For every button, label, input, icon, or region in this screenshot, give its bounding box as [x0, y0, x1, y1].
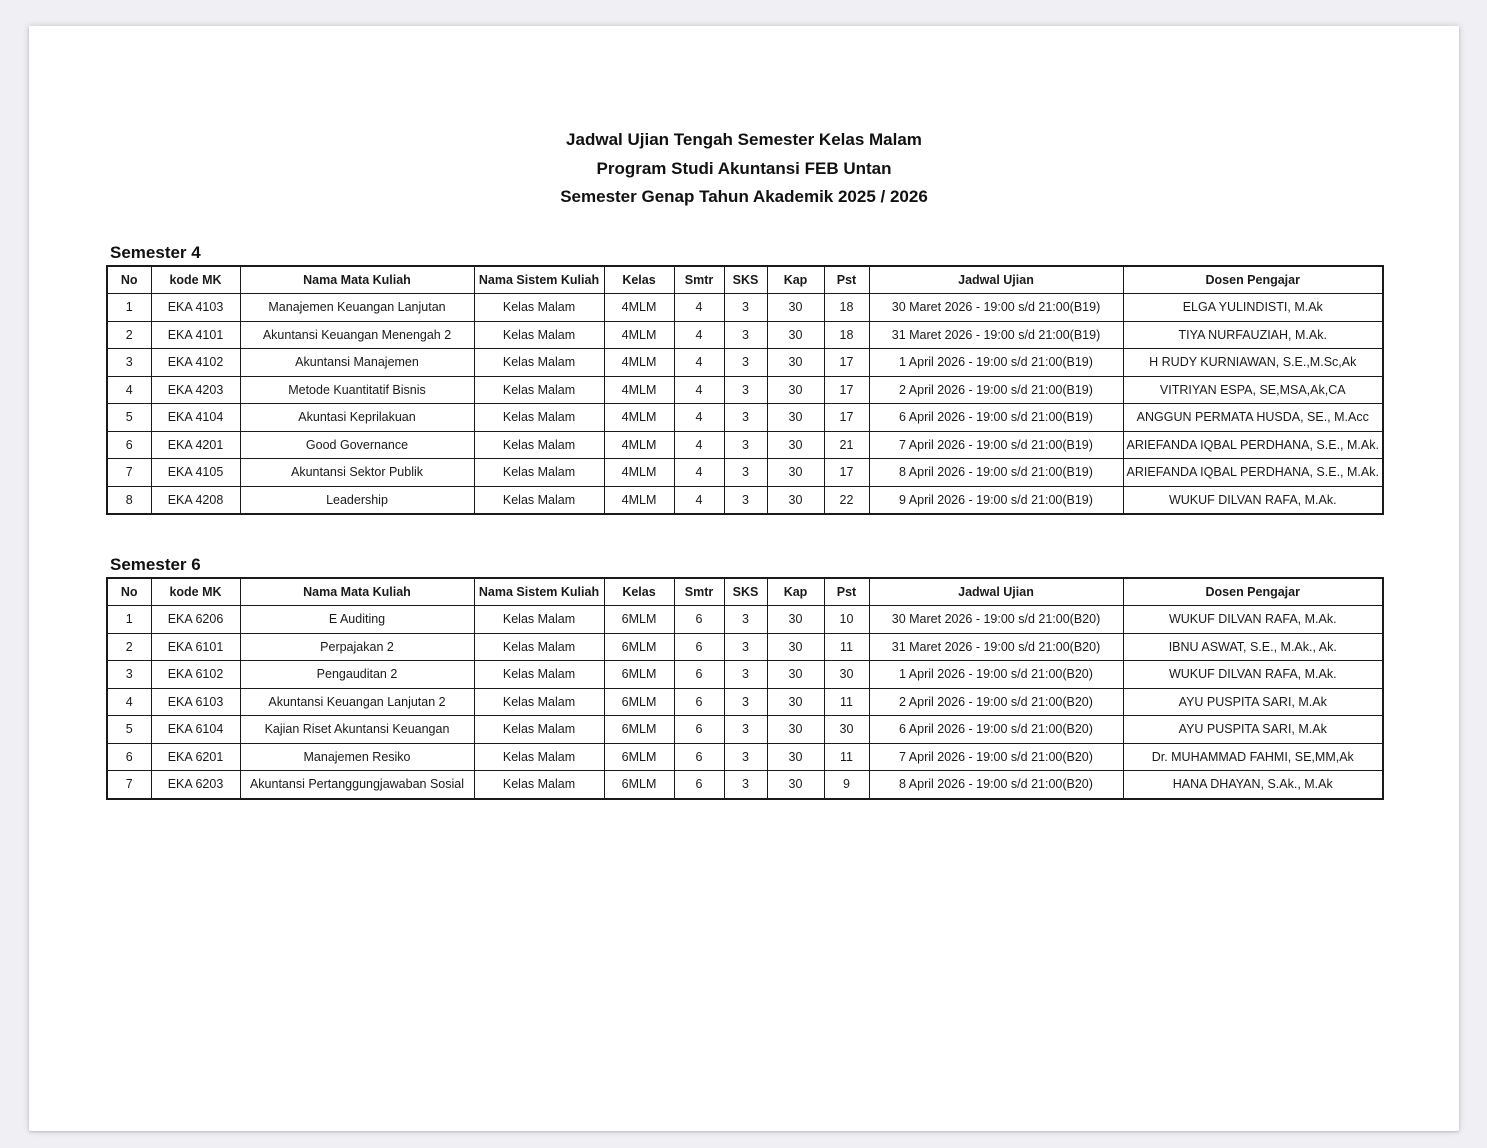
cell-no: 2: [107, 633, 151, 661]
column-header-nama-sistem-kuliah: Nama Sistem Kuliah: [474, 578, 604, 606]
cell-dosen-pengajar: AYU PUSPITA SARI, M.Ak: [1123, 716, 1383, 744]
cell-nama-sistem-kuliah: Kelas Malam: [474, 349, 604, 377]
cell-kode-mk: EKA 4203: [151, 376, 240, 404]
cell-nama-mata-kuliah: Kajian Riset Akuntansi Keuangan: [240, 716, 474, 744]
table-row: [107, 404, 1383, 432]
cell-dosen-pengajar: WUKUF DILVAN RAFA, M.Ak.: [1123, 486, 1383, 514]
cell-sks: 3: [724, 376, 767, 404]
cell-nama-mata-kuliah: Leadership: [240, 486, 474, 514]
cell-no: 2: [107, 321, 151, 349]
section-label: Semester 6: [110, 555, 201, 574]
cell-kap: 30: [767, 349, 824, 377]
cell-nama-mata-kuliah: Perpajakan 2: [240, 633, 474, 661]
cell-nama-sistem-kuliah: Kelas Malam: [474, 294, 604, 322]
cell-pst: 17: [824, 349, 869, 377]
cell-kap: 30: [767, 743, 824, 771]
cell-pst: 18: [824, 321, 869, 349]
cell-pst: 17: [824, 376, 869, 404]
cell-smtr: 6: [674, 771, 724, 799]
table-row: [107, 771, 1383, 799]
cell-jadwal-ujian: 2 April 2026 - 19:00 s/d 21:00(B19): [869, 376, 1123, 404]
cell-kap: 30: [767, 321, 824, 349]
cell-kode-mk: EKA 6102: [151, 661, 240, 689]
cell-nama-sistem-kuliah: Kelas Malam: [474, 376, 604, 404]
cell-dosen-pengajar: ANGGUN PERMATA HUSDA, SE., M.Acc: [1123, 404, 1383, 432]
cell-sks: 3: [724, 771, 767, 799]
cell-smtr: 4: [674, 404, 724, 432]
cell-nama-mata-kuliah: Akuntansi Keuangan Menengah 2: [240, 321, 474, 349]
cell-kode-mk: EKA 4104: [151, 404, 240, 432]
cell-kelas: 4MLM: [604, 376, 674, 404]
cell-dosen-pengajar: H RUDY KURNIAWAN, S.E.,M.Sc,Ak: [1123, 349, 1383, 377]
cell-smtr: 4: [674, 376, 724, 404]
cell-smtr: 6: [674, 716, 724, 744]
cell-no: 4: [107, 376, 151, 404]
cell-kelas: 4MLM: [604, 459, 674, 487]
header-row: [107, 266, 1383, 294]
cell-kelas: 6MLM: [604, 606, 674, 634]
cell-kode-mk: EKA 6101: [151, 633, 240, 661]
column-header-pst: Pst: [824, 266, 869, 294]
cell-smtr: 6: [674, 743, 724, 771]
column-header-kap: Kap: [767, 578, 824, 606]
cell-smtr: 6: [674, 661, 724, 689]
cell-jadwal-ujian: 1 April 2026 - 19:00 s/d 21:00(B20): [869, 661, 1123, 689]
cell-sks: 3: [724, 716, 767, 744]
table-row: [107, 606, 1383, 634]
cell-sks: 3: [724, 321, 767, 349]
cell-jadwal-ujian: 2 April 2026 - 19:00 s/d 21:00(B20): [869, 688, 1123, 716]
cell-jadwal-ujian: 7 April 2026 - 19:00 s/d 21:00(B19): [869, 431, 1123, 459]
column-header-nama-mata-kuliah: Nama Mata Kuliah: [240, 266, 474, 294]
column-header-smtr: Smtr: [674, 266, 724, 294]
cell-nama-sistem-kuliah: Kelas Malam: [474, 743, 604, 771]
cell-no: 8: [107, 486, 151, 514]
cell-kode-mk: EKA 4105: [151, 459, 240, 487]
cell-smtr: 4: [674, 321, 724, 349]
table-row: [107, 459, 1383, 487]
column-header-nama-mata-kuliah: Nama Mata Kuliah: [240, 578, 474, 606]
title-line-2: Program Studi Akuntansi FEB Untan: [596, 158, 892, 178]
cell-nama-mata-kuliah: Akuntansi Sektor Publik: [240, 459, 474, 487]
cell-nama-mata-kuliah: Akuntasi Keprilakuan: [240, 404, 474, 432]
cell-nama-sistem-kuliah: Kelas Malam: [474, 459, 604, 487]
cell-kap: 30: [767, 294, 824, 322]
column-header-kode-mk: kode MK: [151, 266, 240, 294]
cell-kode-mk: EKA 4208: [151, 486, 240, 514]
cell-nama-mata-kuliah: Akuntansi Keuangan Lanjutan 2: [240, 688, 474, 716]
cell-pst: 11: [824, 743, 869, 771]
cell-nama-mata-kuliah: Metode Kuantitatif Bisnis: [240, 376, 474, 404]
cell-kap: 30: [767, 633, 824, 661]
cell-no: 4: [107, 688, 151, 716]
cell-kelas: 4MLM: [604, 294, 674, 322]
cell-kode-mk: EKA 6104: [151, 716, 240, 744]
cell-pst: 22: [824, 486, 869, 514]
column-header-jadwal-ujian: Jadwal Ujian: [869, 266, 1123, 294]
cell-no: 3: [107, 661, 151, 689]
cell-nama-sistem-kuliah: Kelas Malam: [474, 633, 604, 661]
cell-smtr: 6: [674, 606, 724, 634]
cell-dosen-pengajar: AYU PUSPITA SARI, M.Ak: [1123, 688, 1383, 716]
cell-kode-mk: EKA 6201: [151, 743, 240, 771]
cell-nama-sistem-kuliah: Kelas Malam: [474, 688, 604, 716]
section-semester-6: [106, 553, 1381, 800]
cell-dosen-pengajar: ARIEFANDA IQBAL PERDHANA, S.E., M.Ak.: [1123, 459, 1383, 487]
cell-smtr: 6: [674, 688, 724, 716]
column-header-sks: SKS: [724, 266, 767, 294]
cell-no: 3: [107, 349, 151, 377]
column-header-sks: SKS: [724, 578, 767, 606]
section-label: Semester 4: [110, 243, 201, 262]
cell-kap: 30: [767, 716, 824, 744]
cell-kap: 30: [767, 459, 824, 487]
column-header-kelas: Kelas: [604, 578, 674, 606]
table-body: [107, 606, 1383, 799]
cell-no: 1: [107, 606, 151, 634]
cell-smtr: 4: [674, 431, 724, 459]
section-semester-4: [106, 241, 1381, 515]
cell-kap: 30: [767, 771, 824, 799]
cell-pst: 17: [824, 404, 869, 432]
cell-kelas: 4MLM: [604, 486, 674, 514]
column-header-dosen-pengajar: Dosen Pengajar: [1123, 578, 1383, 606]
table-header: [107, 266, 1383, 294]
cell-no: 5: [107, 716, 151, 744]
cell-dosen-pengajar: ELGA YULINDISTI, M.Ak: [1123, 294, 1383, 322]
cell-kode-mk: EKA 4103: [151, 294, 240, 322]
cell-dosen-pengajar: IBNU ASWAT, S.E., M.Ak., Ak.: [1123, 633, 1383, 661]
table-row: [107, 633, 1383, 661]
cell-pst: 11: [824, 688, 869, 716]
cell-kode-mk: EKA 4102: [151, 349, 240, 377]
cell-nama-mata-kuliah: Pengauditan 2: [240, 661, 474, 689]
title-line-1: Jadwal Ujian Tengah Semester Kelas Malam: [566, 130, 922, 149]
cell-smtr: 4: [674, 294, 724, 322]
schedule-table-semester-4: [106, 265, 1384, 515]
cell-kap: 30: [767, 688, 824, 716]
cell-pst: 10: [824, 606, 869, 634]
cell-nama-mata-kuliah: Akuntansi Manajemen: [240, 349, 474, 377]
cell-pst: 17: [824, 459, 869, 487]
cell-dosen-pengajar: TIYA NURFAUZIAH, M.Ak.: [1123, 321, 1383, 349]
cell-pst: 18: [824, 294, 869, 322]
cell-nama-mata-kuliah: Akuntansi Pertanggungjawaban Sosial: [240, 771, 474, 799]
table-row: [107, 661, 1383, 689]
cell-kelas: 6MLM: [604, 743, 674, 771]
table-row: [107, 431, 1383, 459]
cell-sks: 3: [724, 349, 767, 377]
cell-smtr: 4: [674, 486, 724, 514]
cell-dosen-pengajar: ARIEFANDA IQBAL PERDHANA, S.E., M.Ak.: [1123, 431, 1383, 459]
cell-kelas: 4MLM: [604, 349, 674, 377]
cell-kode-mk: EKA 6206: [151, 606, 240, 634]
table-header: [107, 578, 1383, 606]
cell-jadwal-ujian: 9 April 2026 - 19:00 s/d 21:00(B19): [869, 486, 1123, 514]
cell-dosen-pengajar: HANA DHAYAN, S.Ak., M.Ak: [1123, 771, 1383, 799]
cell-sks: 3: [724, 633, 767, 661]
cell-no: 6: [107, 431, 151, 459]
cell-jadwal-ujian: 31 Maret 2026 - 19:00 s/d 21:00(B20): [869, 633, 1123, 661]
cell-kode-mk: EKA 4201: [151, 431, 240, 459]
table-row: [107, 716, 1383, 744]
cell-smtr: 4: [674, 349, 724, 377]
cell-kelas: 4MLM: [604, 404, 674, 432]
cell-pst: 21: [824, 431, 869, 459]
cell-pst: 11: [824, 633, 869, 661]
cell-nama-sistem-kuliah: Kelas Malam: [474, 431, 604, 459]
column-header-no: No: [107, 578, 151, 606]
cell-kode-mk: EKA 6103: [151, 688, 240, 716]
cell-dosen-pengajar: Dr. MUHAMMAD FAHMI, SE,MM,Ak: [1123, 743, 1383, 771]
cell-kap: 30: [767, 431, 824, 459]
column-header-kap: Kap: [767, 266, 824, 294]
cell-sks: 3: [724, 743, 767, 771]
column-header-dosen-pengajar: Dosen Pengajar: [1123, 266, 1383, 294]
table-row: [107, 349, 1383, 377]
cell-kelas: 6MLM: [604, 688, 674, 716]
cell-kode-mk: EKA 4101: [151, 321, 240, 349]
cell-no: 7: [107, 459, 151, 487]
cell-kap: 30: [767, 606, 824, 634]
cell-dosen-pengajar: WUKUF DILVAN RAFA, M.Ak.: [1123, 661, 1383, 689]
cell-kelas: 6MLM: [604, 633, 674, 661]
schedule-table-semester-6: [106, 577, 1384, 800]
cell-sks: 3: [724, 404, 767, 432]
column-header-kode-mk: kode MK: [151, 578, 240, 606]
cell-jadwal-ujian: 1 April 2026 - 19:00 s/d 21:00(B19): [869, 349, 1123, 377]
cell-nama-mata-kuliah: Manajemen Resiko: [240, 743, 474, 771]
column-header-no: No: [107, 266, 151, 294]
cell-kap: 30: [767, 661, 824, 689]
cell-smtr: 4: [674, 459, 724, 487]
cell-sks: 3: [724, 486, 767, 514]
cell-nama-sistem-kuliah: Kelas Malam: [474, 404, 604, 432]
cell-nama-mata-kuliah: E Auditing: [240, 606, 474, 634]
cell-nama-sistem-kuliah: Kelas Malam: [474, 486, 604, 514]
table-row: [107, 688, 1383, 716]
cell-jadwal-ujian: 7 April 2026 - 19:00 s/d 21:00(B20): [869, 743, 1123, 771]
column-header-smtr: Smtr: [674, 578, 724, 606]
cell-nama-sistem-kuliah: Kelas Malam: [474, 661, 604, 689]
column-header-nama-sistem-kuliah: Nama Sistem Kuliah: [474, 266, 604, 294]
table-row: [107, 294, 1383, 322]
cell-kelas: 4MLM: [604, 431, 674, 459]
cell-no: 6: [107, 743, 151, 771]
cell-nama-sistem-kuliah: Kelas Malam: [474, 606, 604, 634]
cell-pst: 30: [824, 716, 869, 744]
column-header-kelas: Kelas: [604, 266, 674, 294]
cell-dosen-pengajar: VITRIYAN ESPA, SE,MSA,Ak,CA: [1123, 376, 1383, 404]
cell-kap: 30: [767, 404, 824, 432]
cell-kelas: 6MLM: [604, 716, 674, 744]
document-page: [29, 26, 1459, 1131]
cell-sks: 3: [724, 459, 767, 487]
table-row: [107, 376, 1383, 404]
cell-no: 1: [107, 294, 151, 322]
table-row: [107, 743, 1383, 771]
cell-no: 5: [107, 404, 151, 432]
cell-kelas: 6MLM: [604, 771, 674, 799]
column-header-jadwal-ujian: Jadwal Ujian: [869, 578, 1123, 606]
cell-dosen-pengajar: WUKUF DILVAN RAFA, M.Ak.: [1123, 606, 1383, 634]
header-row: [107, 578, 1383, 606]
cell-sks: 3: [724, 294, 767, 322]
cell-nama-sistem-kuliah: Kelas Malam: [474, 321, 604, 349]
cell-jadwal-ujian: 6 April 2026 - 19:00 s/d 21:00(B20): [869, 716, 1123, 744]
cell-pst: 9: [824, 771, 869, 799]
cell-kelas: 6MLM: [604, 661, 674, 689]
cell-jadwal-ujian: 8 April 2026 - 19:00 s/d 21:00(B20): [869, 771, 1123, 799]
cell-jadwal-ujian: 8 April 2026 - 19:00 s/d 21:00(B19): [869, 459, 1123, 487]
cell-kap: 30: [767, 376, 824, 404]
cell-smtr: 6: [674, 633, 724, 661]
cell-jadwal-ujian: 6 April 2026 - 19:00 s/d 21:00(B19): [869, 404, 1123, 432]
cell-kode-mk: EKA 6203: [151, 771, 240, 799]
cell-nama-mata-kuliah: Manajemen Keuangan Lanjutan: [240, 294, 474, 322]
table-row: [107, 486, 1383, 514]
cell-nama-sistem-kuliah: Kelas Malam: [474, 771, 604, 799]
document-title: [29, 126, 1459, 212]
cell-jadwal-ujian: 30 Maret 2026 - 19:00 s/d 21:00(B20): [869, 606, 1123, 634]
cell-pst: 30: [824, 661, 869, 689]
cell-sks: 3: [724, 688, 767, 716]
cell-kelas: 4MLM: [604, 321, 674, 349]
cell-no: 7: [107, 771, 151, 799]
cell-jadwal-ujian: 31 Maret 2026 - 19:00 s/d 21:00(B19): [869, 321, 1123, 349]
table-body: [107, 294, 1383, 515]
cell-sks: 3: [724, 606, 767, 634]
column-header-pst: Pst: [824, 578, 869, 606]
cell-sks: 3: [724, 661, 767, 689]
cell-nama-sistem-kuliah: Kelas Malam: [474, 716, 604, 744]
table-row: [107, 321, 1383, 349]
cell-jadwal-ujian: 30 Maret 2026 - 19:00 s/d 21:00(B19): [869, 294, 1123, 322]
cell-sks: 3: [724, 431, 767, 459]
cell-nama-mata-kuliah: Good Governance: [240, 431, 474, 459]
title-line-3: Semester Genap Tahun Akademik 2025 / 2026: [560, 187, 928, 206]
cell-kap: 30: [767, 486, 824, 514]
